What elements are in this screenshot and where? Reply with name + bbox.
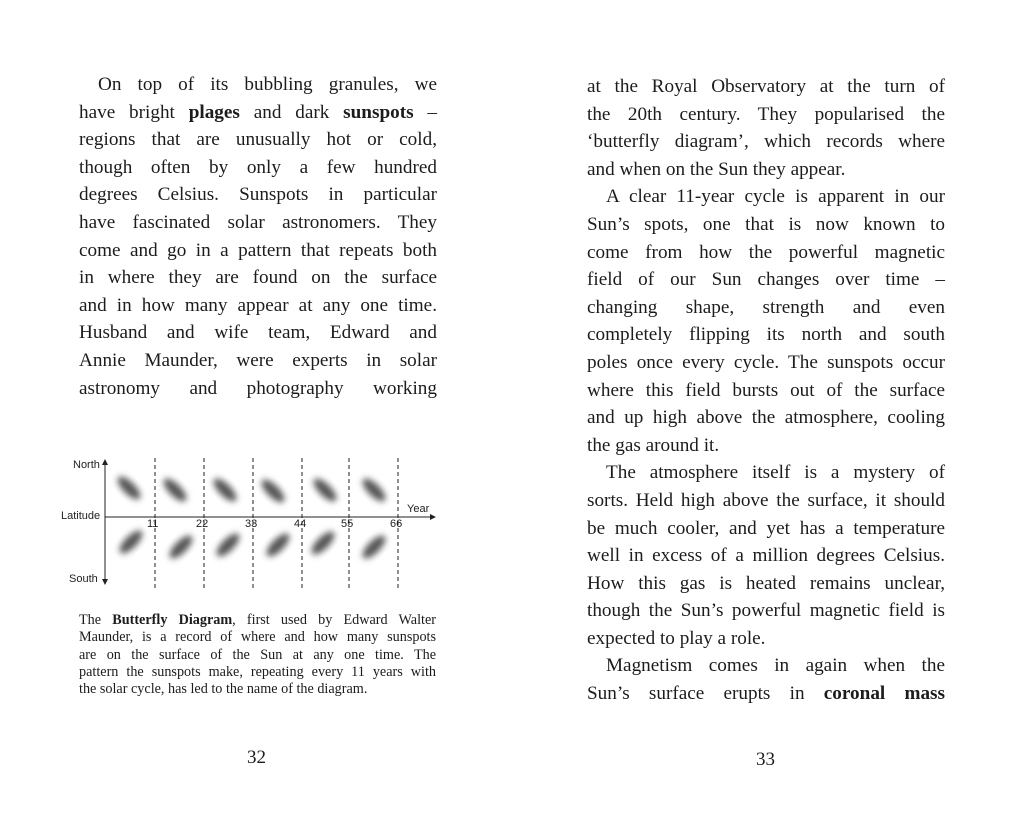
- text-line: [587, 404, 945, 432]
- text-line: [587, 321, 945, 349]
- text-segment: have fascinated solar astronomers. They: [79, 211, 437, 233]
- text-segment: the solar cycle, has led to the name of the diagram.: [79, 681, 368, 698]
- text-segment: though the Sun’s powerful magnetic field is: [587, 600, 945, 622]
- north-label: North: [73, 459, 100, 471]
- text-line: [79, 612, 436, 629]
- latitude-label: Latitude: [61, 510, 101, 522]
- text-line: [79, 126, 437, 154]
- text-line: [79, 237, 437, 265]
- text-segment: degrees Celsius. Sunspots in particular: [79, 184, 437, 206]
- text-segment: sorts. Held high above the surface, it should: [587, 489, 945, 511]
- text-line: [79, 154, 437, 182]
- text-line: [587, 515, 945, 543]
- left-page-text: [79, 71, 437, 402]
- year-label: Year: [407, 503, 430, 515]
- text-line: [587, 487, 945, 515]
- butterfly-diagram: [55, 450, 445, 595]
- text-line: [587, 459, 945, 487]
- text-line: [79, 181, 437, 209]
- text-line: [587, 570, 945, 598]
- bold-term: plages: [188, 101, 240, 123]
- text-line: [587, 349, 945, 377]
- northern-sunspot-band: [359, 475, 389, 505]
- text-segment: at the Royal Observatory at the turn of: [587, 76, 945, 97]
- northern-sunspot-band: [210, 475, 240, 505]
- text-line: [587, 128, 945, 156]
- text-segment: On top of its bubbling granules, we: [98, 74, 437, 95]
- text-line: [587, 652, 945, 680]
- text-line: [587, 101, 945, 129]
- text-segment: , first used by Edward Walter: [232, 612, 436, 628]
- text-segment: field of our Sun changes over time –: [587, 269, 945, 291]
- text-segment: The atmosphere itself is a mystery of: [606, 462, 945, 484]
- text-segment: Magnetism comes in again when the: [606, 655, 945, 677]
- text-line: [587, 432, 945, 460]
- text-segment: expected to play a role.: [587, 627, 766, 649]
- text-line: [587, 266, 945, 294]
- northern-sunspot-band: [258, 476, 288, 506]
- text-segment: changing shape, strength and even: [587, 296, 945, 318]
- southern-sunspot-band: [359, 532, 389, 562]
- text-line: [79, 209, 437, 237]
- text-line: [79, 681, 436, 698]
- text-segment: regions that are unusually hot or cold,: [79, 129, 437, 151]
- northern-sunspot-band: [310, 475, 340, 505]
- text-segment: where this field bursts out of the surface: [587, 379, 945, 401]
- text-line: [587, 294, 945, 322]
- text-line: [79, 292, 437, 320]
- south-label: South: [69, 573, 98, 585]
- text-line: [79, 375, 437, 403]
- text-line: [587, 597, 945, 625]
- text-segment: –: [413, 101, 437, 123]
- text-segment: and in how many appear at any one time.: [79, 294, 437, 316]
- text-segment: are on the surface of the Sun at any one time. The: [79, 646, 436, 663]
- text-segment: Annie Maunder, were experts in solar: [79, 349, 437, 371]
- text-segment: completely flipping its north and south: [587, 324, 945, 346]
- text-segment: poles once every cycle. The sunspots occur: [587, 351, 945, 373]
- bold-term: Butterfly Diagram: [112, 612, 233, 628]
- southern-sunspot-band: [308, 528, 338, 558]
- text-line: [79, 664, 436, 681]
- text-segment: have bright: [79, 101, 189, 123]
- text-segment: the 20th century. They popularised the: [587, 103, 945, 125]
- text-line: [587, 377, 945, 405]
- text-line: [587, 156, 945, 184]
- southern-sunspot-band: [263, 530, 293, 560]
- text-segment: ‘butterfly diagram’, which records where: [587, 131, 945, 153]
- text-segment: A clear 11-year cycle is apparent in our: [606, 186, 945, 208]
- text-line: [79, 319, 437, 347]
- text-line: [587, 211, 945, 239]
- text-segment: come and go in a pattern that repeats both: [79, 239, 437, 261]
- year-tick-label: 22: [196, 518, 209, 530]
- text-line: [79, 264, 437, 292]
- text-segment: pattern the sunspots make, repeating every 11 years with: [79, 663, 436, 680]
- text-segment: How this gas is heated remains unclear,: [587, 572, 945, 594]
- southern-sunspot-band: [116, 527, 146, 557]
- text-segment: astronomy and photography working: [79, 377, 437, 399]
- text-segment: Husband and wife team, Edward and: [79, 322, 437, 344]
- text-segment: and when on the Sun they appear.: [587, 158, 846, 180]
- text-line: [587, 73, 945, 101]
- text-line: [79, 347, 437, 375]
- text-segment: Maunder, is a record of where and how many sunspots: [79, 629, 436, 646]
- text-segment: be much cooler, and yet has a temperature: [587, 517, 945, 539]
- diagram-caption: [79, 612, 436, 698]
- text-segment: in where they are found on the surface: [79, 267, 437, 289]
- text-line: [79, 629, 436, 646]
- text-line: [79, 647, 436, 664]
- text-segment: though often by only a few hundred: [79, 156, 437, 178]
- right-page-text: [587, 73, 945, 708]
- text-segment: and up high above the atmosphere, cooling: [587, 407, 945, 429]
- text-segment: Sun’s spots, one that is now known to: [587, 213, 945, 235]
- northern-sunspot-band: [114, 473, 144, 503]
- northern-sunspot-band: [160, 475, 190, 505]
- year-tick-label: 55: [341, 518, 354, 530]
- text-line: [587, 239, 945, 267]
- page-number-right: 33: [756, 749, 775, 770]
- southern-sunspot-band: [213, 530, 243, 560]
- text-segment: and dark: [239, 101, 344, 123]
- text-segment: well in excess of a million degrees Celsius.: [587, 545, 945, 567]
- text-line: [79, 71, 437, 99]
- southern-sunspot-band: [166, 532, 196, 562]
- bold-term: coronal mass: [823, 683, 945, 705]
- text-line: [587, 542, 945, 570]
- text-line: [79, 99, 437, 127]
- text-line: [587, 680, 945, 708]
- text-line: [587, 183, 945, 211]
- text-segment: The: [79, 612, 113, 628]
- year-tick-label: 33: [245, 518, 258, 530]
- year-tick-label: 66: [390, 518, 403, 530]
- text-segment: come from how the powerful magnetic: [587, 241, 945, 263]
- text-segment: Sun’s surface erupts in: [587, 683, 824, 705]
- text-line: [587, 625, 945, 653]
- page-number-left: 32: [247, 747, 266, 768]
- bold-term: sunspots: [343, 101, 414, 123]
- text-segment: the gas around it.: [587, 434, 720, 456]
- year-tick-label: 11: [147, 518, 159, 530]
- year-tick-label: 44: [294, 518, 307, 530]
